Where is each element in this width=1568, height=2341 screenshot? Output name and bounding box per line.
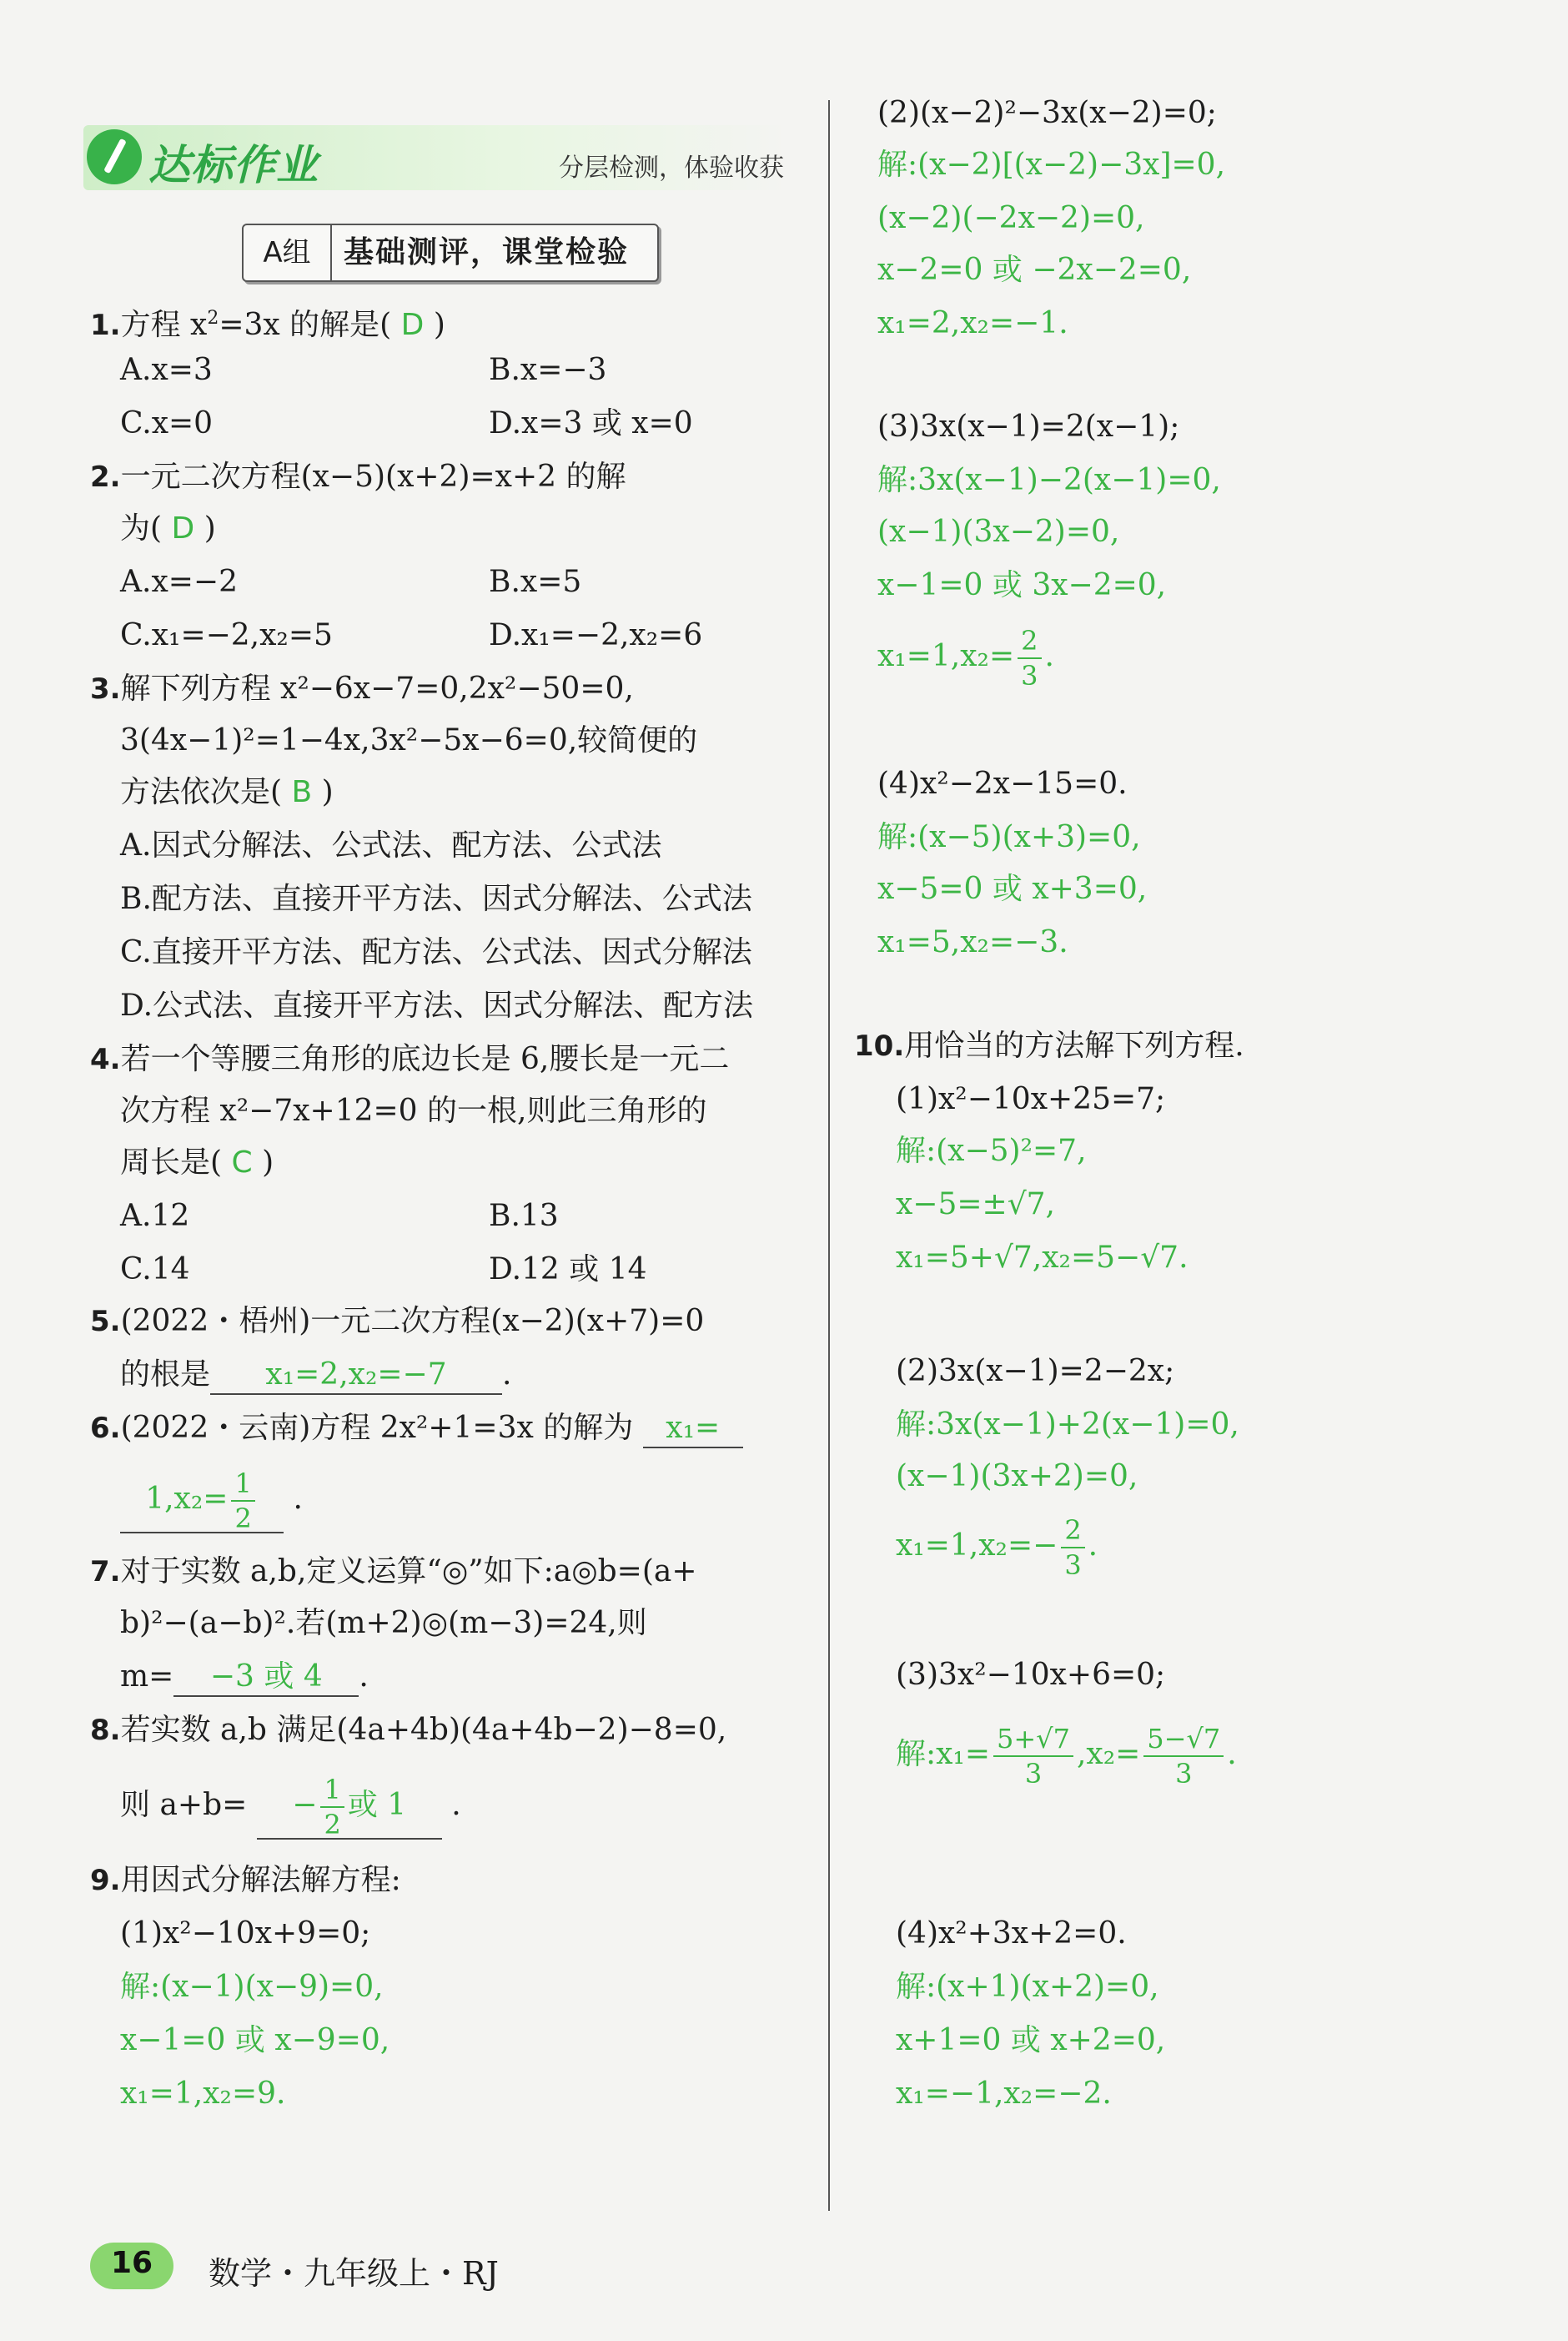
q9-part1-step1: 解:(x−1)(x−9)=0,: [120, 1970, 384, 2004]
question-6-answer-start: x₁=: [643, 1410, 743, 1448]
page-number: 16: [110, 2246, 153, 2280]
q2-option-d: D.x₁=−2,x₂=6: [489, 618, 703, 652]
q10-part2-equation: (2)3x(x−1)=2−2x;: [896, 1354, 1175, 1388]
question-6-answer-line: 1,x₂= $\frac{1}{2}$ .: [120, 1462, 303, 1537]
q10-part2-step1: 解:3x(x−1)+2(x−1)=0,: [896, 1407, 1239, 1442]
q9-part2-equation: (2)(x−2)²−3x(x−2)=0;: [877, 96, 1217, 130]
question-4-answer: C: [231, 1145, 253, 1180]
q3-option-a: A.因式分解法、公式法、配方法、公式法: [120, 828, 662, 863]
question-8-line2: 则 a+b= − $\frac{1}{2}$ 或 1 .: [120, 1774, 461, 1840]
q9-part2-step2: (x−2)(−2x−2)=0,: [877, 201, 1145, 235]
q2-option-c: C.x₁=−2,x₂=5: [120, 618, 333, 652]
q10-part4-step1: 解:(x+1)(x+2)=0,: [896, 1970, 1159, 2004]
q3-option-b: B.配方法、直接开平方法、因式分解法、公式法: [120, 882, 752, 916]
question-8-answer: − $\frac{1}{2}$ 或 1: [257, 1776, 442, 1840]
q10-part4-step2: x+1=0 或 x+2=0,: [896, 2023, 1166, 2057]
q10-part4-step3: x₁=−1,x₂=−2.: [896, 2077, 1112, 2111]
group-tag: A组: [244, 225, 332, 280]
question-4-line2: 次方程 x²−7x+12=0 的一根,则此三角形的: [120, 1094, 707, 1128]
q4-option-d: D.12 或 14: [489, 1252, 647, 1286]
q10-part2-step2: (x−1)(3x+2)=0,: [896, 1459, 1138, 1493]
q10-part3-step1: 解:x₁= $\frac{5+√7}{3}$ ,x₂= $\frac{5-√7}{3}$ .: [896, 1723, 1237, 1790]
q2-option-a: A.x=−2: [120, 565, 238, 599]
question-9-title: 9.用因式分解法解方程:: [90, 1863, 401, 1897]
question-5-stem: 5.(2022・梧州)一元二次方程(x−2)(x+7)=0: [90, 1304, 705, 1338]
question-7-line3: m= −3 或 4 .: [120, 1659, 369, 1697]
q9-part3-step3: x−1=0 或 3x−2=0,: [877, 568, 1167, 602]
q10-part1-equation: (1)x²−10x+25=7;: [896, 1082, 1166, 1116]
q9-part3-step4: x₁=1,x₂= $\frac{2}{3}$ .: [877, 625, 1054, 692]
q1-option-c: C.x=0: [120, 406, 214, 441]
question-5-line2: 的根是 x₁=2,x₂=−7 .: [120, 1357, 511, 1395]
q4-option-b: B.13: [489, 1199, 559, 1233]
q9-part2-step4: x₁=2,x₂=−1.: [877, 306, 1068, 340]
question-6-stem: 6.(2022・云南)方程 2x²+1=3x 的解为 x₁=: [90, 1410, 743, 1448]
q4-option-a: A.12: [120, 1199, 190, 1233]
question-7-stem: 7.对于实数 a,b,定义运算“◎”如下:a◎b=(a+: [90, 1554, 697, 1588]
question-1-answer: D: [400, 308, 425, 342]
q9-part1-step2: x−1=0 或 x−9=0,: [120, 2023, 390, 2057]
question-8-stem: 8.若实数 a,b 满足(4a+4b)(4a+4b−2)−8=0,: [90, 1713, 727, 1747]
column-divider: [828, 100, 830, 2211]
q9-part4-equation: (4)x²−2x−15=0.: [877, 767, 1128, 801]
q10-part1-step2: x−5=±√7,: [896, 1187, 1055, 1221]
q9-part3-step2: (x−1)(3x−2)=0,: [877, 515, 1120, 549]
q10-part1-step1: 解:(x−5)²=7,: [896, 1134, 1087, 1168]
q3-option-c: C.直接开平方法、配方法、公式法、因式分解法: [120, 935, 752, 969]
q9-part3-step1: 解:3x(x−1)−2(x−1)=0,: [877, 463, 1221, 497]
question-3-line2: 3(4x−1)²=1−4x,3x²−5x−6=0,较简便的: [120, 723, 698, 758]
q9-part2-step3: x−2=0 或 −2x−2=0,: [877, 253, 1192, 287]
q9-part2-step1: 解:(x−2)[(x−2)−3x]=0,: [877, 148, 1226, 182]
q9-part4-step1: 解:(x−5)(x+3)=0,: [877, 820, 1141, 854]
group-heading: [242, 224, 659, 282]
question-3-answer: B: [291, 775, 313, 809]
question-2-stem: 2.一元二次方程(x−5)(x+2)=x+2 的解: [90, 460, 626, 494]
section-title: 达标作业: [148, 141, 319, 189]
q4-option-c: C.14: [120, 1252, 190, 1286]
q10-part4-equation: (4)x²+3x+2=0.: [896, 1916, 1127, 1951]
q9-part1-equation: (1)x²−10x+9=0;: [120, 1916, 371, 1951]
question-6-answer-cont: 1,x₂= $\frac{1}{2}$: [120, 1470, 284, 1533]
q3-option-d: D.公式法、直接开平方法、因式分解法、配方法: [120, 989, 754, 1023]
q10-part2-step3: x₁=1,x₂=− $\frac{2}{3}$ .: [896, 1514, 1098, 1581]
question-5-answer: x₁=2,x₂=−7: [210, 1357, 502, 1395]
question-7-answer: −3 或 4: [173, 1659, 359, 1697]
group-title: 基础测评，课堂检验: [344, 235, 630, 269]
book-info: 数学・九年级上・RJ: [209, 2255, 499, 2292]
q9-part1-step3: x₁=1,x₂=9.: [120, 2077, 286, 2111]
q9-part3-equation: (3)3x(x−1)=2(x−1);: [877, 410, 1180, 444]
q1-option-a: A.x=3: [120, 353, 213, 387]
q10-part1-step3: x₁=5+√7,x₂=5−√7.: [896, 1241, 1189, 1275]
q10-part3-equation: (3)3x²−10x+6=0;: [896, 1658, 1166, 1692]
question-2-stem-line2: 为( D ): [120, 511, 216, 546]
q1-option-d: D.x=3 或 x=0: [489, 406, 693, 441]
q1-option-b: B.x=−3: [489, 353, 607, 387]
question-7-line2: b)²−(a−b)².若(m+2)◎(m−3)=24,则: [120, 1606, 647, 1640]
q9-part4-step2: x−5=0 或 x+3=0,: [877, 872, 1148, 906]
pencil-icon: [87, 129, 142, 184]
q2-option-b: B.x=5: [489, 565, 582, 599]
section-subtitle: 分层检测，体验收获: [559, 154, 784, 183]
question-4-line3: 周长是( C ): [120, 1145, 274, 1180]
question-2-answer: D: [171, 511, 195, 546]
question-10-title: 10.用恰当的方法解下列方程.: [854, 1029, 1244, 1063]
question-4-stem: 4.若一个等腰三角形的底边长是 6,腰长是一元二: [90, 1042, 730, 1076]
question-3-stem: 3.解下列方程 x²−6x−7=0,2x²−50=0,: [90, 672, 634, 706]
q9-part4-step3: x₁=5,x₂=−3.: [877, 925, 1068, 959]
question-3-line3: 方法依次是( B ): [120, 775, 334, 809]
question-1-stem: 1.方程 $x^2=3x$ 的解是( D ): [90, 308, 445, 342]
